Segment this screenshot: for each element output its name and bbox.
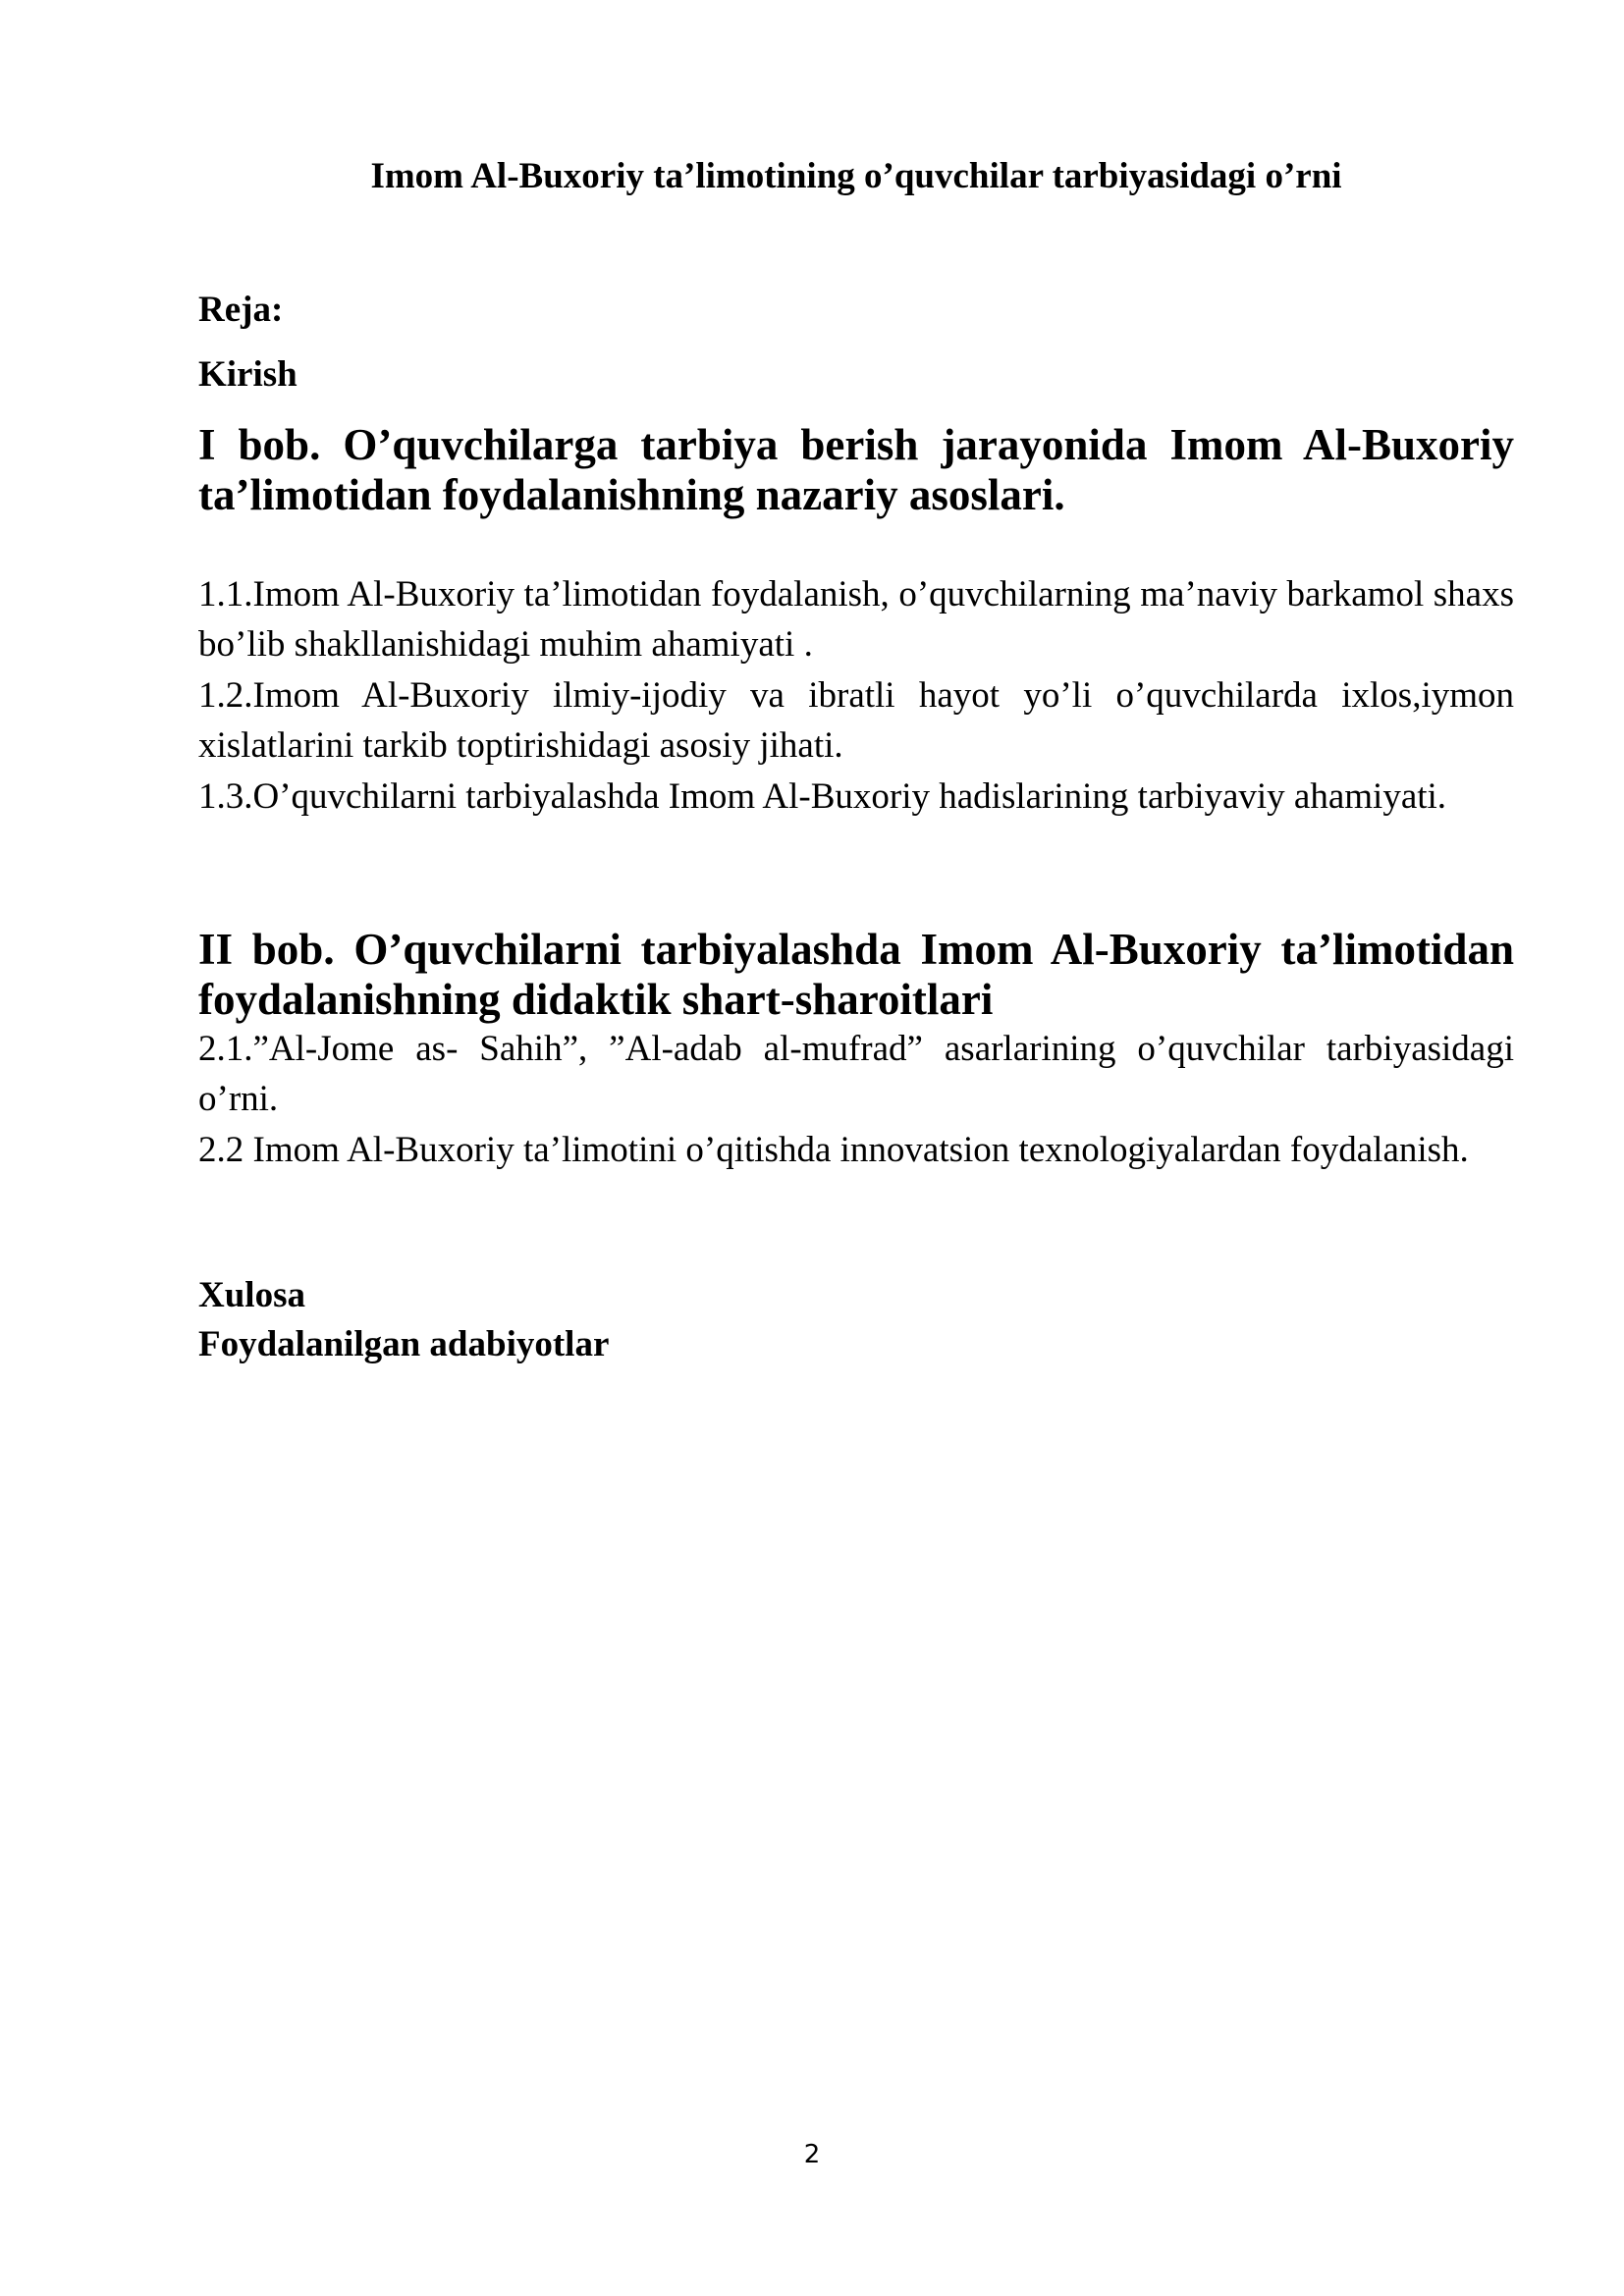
- document-title: Imom Al-Buxoriy ta’limotining o’quvchilar tarbiyasidagi o’rni: [370, 156, 1342, 196]
- introduction-heading: Kirish: [198, 354, 298, 395]
- chapter-1-item-1: 1.1.Imom Al-Buxoriy ta’limotidan foydalanish, o’quvchilarning ma’naviy barkamol shaxs bo’lib shakllanishidagi muhim ahamiyati .: [198, 574, 1514, 665]
- chapter-2-heading: II bob. O’quvchilarni tarbiyalashda Imom Al-Buxoriy ta’limotidan foydalanishning didaktik shart-sharoitlari: [198, 925, 1514, 1024]
- chapter-1-heading: I bob. O’quvchilarga tarbiya berish jarayonida Imom Al-Buxoriy ta’limotidan foydalanishning nazariy asoslari.: [198, 420, 1514, 519]
- chapter-2-item-1: 2.1.”Al-Jome as- Sahih”, ”Al-adab al-mufrad” asarlarining o’quvchilar tarbiyasidagi o’rni.: [198, 1029, 1514, 1119]
- chapter-2-item-2: 2.2 Imom Al-Buxoriy ta’limotini o’qitishda innovatsion texnologiyalardan foydalanish.: [198, 1130, 1469, 1170]
- chapter-1-item-3: 1.3.O’quvchilarni tarbiyalashda Imom Al-Buxoriy hadislarining tarbiyaviy ahamiyati.: [198, 776, 1447, 817]
- page-number: 2: [803, 2140, 821, 2169]
- conclusion-heading: Xulosa: [198, 1275, 305, 1315]
- plan-label: Reja:: [198, 290, 284, 330]
- references-heading: Foydalanilgan adabiyotlar: [198, 1324, 610, 1364]
- chapter-1-item-2: 1.2.Imom Al-Buxoriy ilmiy-ijodiy va ibratli hayot yo’li o’quvchilarda ixlos,iymon xislatlarini tarkib toptirishidagi asosiy jihati.: [198, 675, 1514, 766]
